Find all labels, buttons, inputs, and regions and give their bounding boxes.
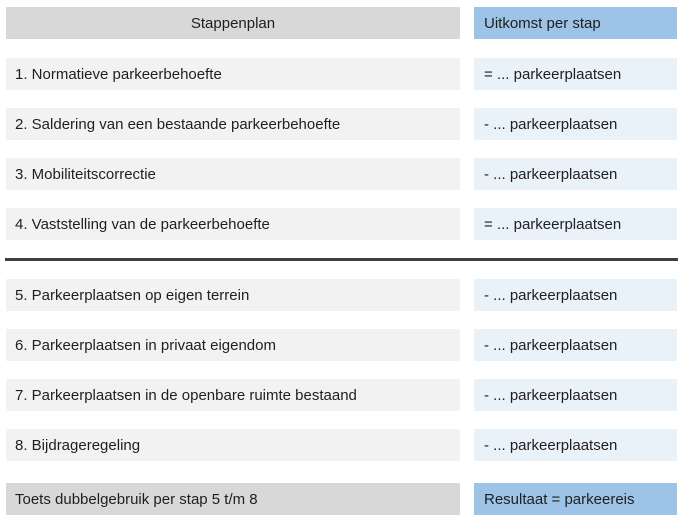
- step-outcome: - ... parkeerplaatsen: [474, 279, 677, 311]
- column-gap: [460, 158, 474, 190]
- column-gap: [460, 7, 474, 39]
- table-row: [6, 279, 677, 311]
- table-header-row: [6, 7, 677, 39]
- header-stappenplan: Stappenplan: [6, 7, 460, 39]
- footer-toets-dubbelgebruik: Toets dubbelgebruik per stap 5 t/m 8: [6, 483, 460, 515]
- table-row: [6, 58, 677, 90]
- column-gap: [460, 208, 474, 240]
- step-label: 3. Mobiliteitscorrectie: [6, 158, 460, 190]
- table-row: [6, 379, 677, 411]
- step-label: 6. Parkeerplaatsen in privaat eigendom: [6, 329, 460, 361]
- step-label: 1. Normatieve parkeerbehoefte: [6, 58, 460, 90]
- table-row: [6, 208, 677, 240]
- table-row: [6, 108, 677, 140]
- column-gap: [460, 429, 474, 461]
- table-footer-row: [6, 483, 677, 515]
- column-gap: [460, 108, 474, 140]
- step-label: 2. Saldering van een bestaande parkeerbehoefte: [6, 108, 460, 140]
- column-gap: [460, 279, 474, 311]
- step-outcome: = ... parkeerplaatsen: [474, 208, 677, 240]
- step-outcome: - ... parkeerplaatsen: [474, 108, 677, 140]
- column-gap: [460, 58, 474, 90]
- step-outcome: = ... parkeerplaatsen: [474, 58, 677, 90]
- step-outcome: - ... parkeerplaatsen: [474, 379, 677, 411]
- step-outcome: - ... parkeerplaatsen: [474, 158, 677, 190]
- table-row: [6, 329, 677, 361]
- table-row: [6, 429, 677, 461]
- table-row: [6, 158, 677, 190]
- step-label: 8. Bijdrageregeling: [6, 429, 460, 461]
- step-label: 7. Parkeerplaatsen in de openbare ruimte bestaand: [6, 379, 460, 411]
- step-outcome: - ... parkeerplaatsen: [474, 329, 677, 361]
- header-uitkomst-per-stap: Uitkomst per stap: [474, 7, 677, 39]
- section-divider: [5, 258, 678, 261]
- step-outcome: - ... parkeerplaatsen: [474, 429, 677, 461]
- step-label: 4. Vaststelling van de parkeerbehoefte: [6, 208, 460, 240]
- step-label: 5. Parkeerplaatsen op eigen terrein: [6, 279, 460, 311]
- column-gap: [460, 379, 474, 411]
- column-gap: [460, 483, 474, 515]
- footer-resultaat: Resultaat = parkeereis: [474, 483, 677, 515]
- column-gap: [460, 329, 474, 361]
